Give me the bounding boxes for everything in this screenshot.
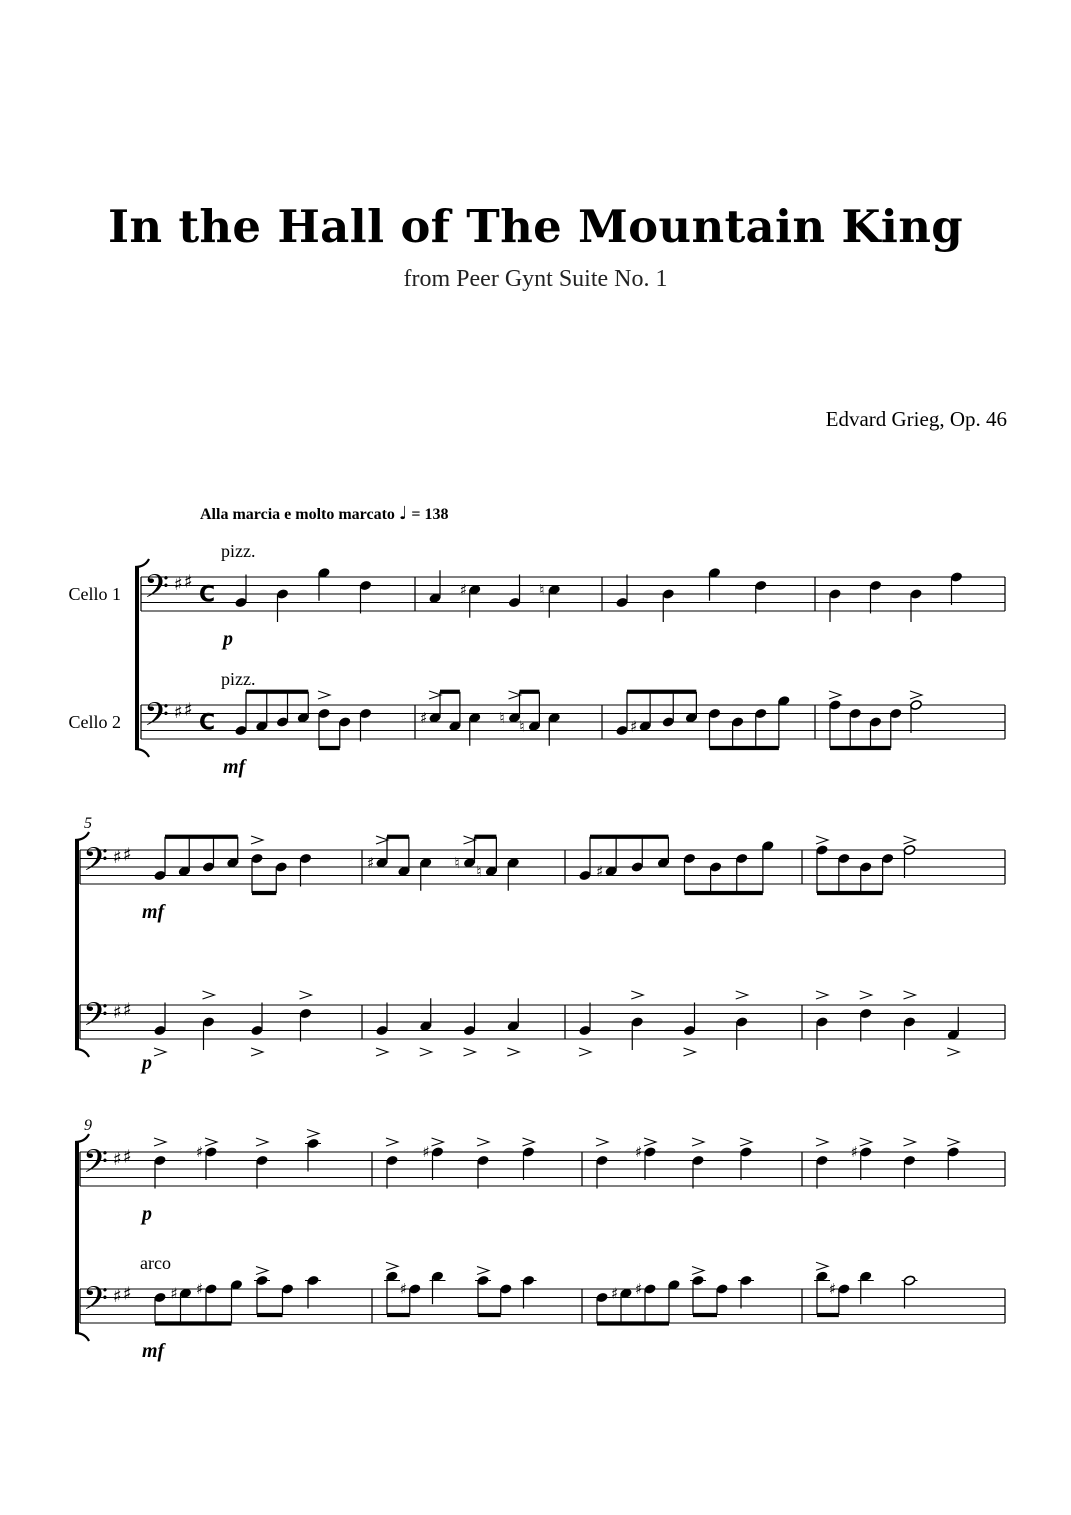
notehead [950, 572, 963, 583]
notehead [662, 717, 675, 728]
dynamic-cello1: p [223, 628, 233, 650]
key-sharp-c-icon: ♯ [123, 1146, 132, 1168]
notehead [859, 1008, 872, 1019]
accent-mark [692, 1267, 704, 1275]
notehead [731, 717, 744, 728]
notehead [616, 725, 629, 736]
sharp-icon: ♯ [850, 1143, 859, 1161]
notehead [631, 1017, 644, 1028]
notehead [683, 1025, 696, 1036]
key-sharp-f-icon: ♯ [174, 573, 183, 595]
notehead [903, 1017, 916, 1028]
composer-credit: Edvard Grieg, Op. 46 [825, 407, 1007, 431]
dynamic-cello2: mf [142, 1340, 165, 1362]
bracket-top-hook [75, 832, 89, 840]
accent-mark [464, 836, 476, 844]
notehead [359, 708, 372, 719]
notehead [579, 870, 592, 881]
accent-mark [205, 1138, 217, 1146]
accent-mark [318, 691, 330, 699]
notehead [947, 1147, 960, 1158]
notehead [596, 1292, 609, 1303]
notehead [235, 597, 248, 608]
score-subtitle: from Peer Gynt Suite No. 1 [403, 266, 668, 292]
notehead [251, 1025, 264, 1036]
accent-mark [386, 1138, 398, 1146]
notehead [849, 708, 862, 719]
notehead [579, 1025, 592, 1036]
dynamic-cello2: mf [223, 756, 246, 778]
notehead [522, 1147, 535, 1158]
notehead [735, 853, 748, 864]
accent-mark [507, 1048, 519, 1056]
notehead [376, 1025, 389, 1036]
notehead [644, 1284, 657, 1295]
notehead [508, 597, 521, 608]
sharp-icon: ♯ [420, 708, 428, 727]
accent-mark [816, 991, 828, 999]
notehead [386, 1155, 399, 1166]
accent-mark [736, 991, 748, 999]
key-sharp-f-icon: ♯ [113, 1001, 122, 1023]
accent-mark [464, 1048, 476, 1056]
dynamic-cello1: mf [142, 901, 165, 923]
accent-mark [256, 1138, 268, 1146]
notehead [499, 1284, 512, 1295]
notehead [307, 1138, 320, 1149]
tempo-text: Alla marcia e molto marcato [200, 506, 395, 523]
sharp-icon: ♯ [828, 1280, 837, 1298]
accent-mark [816, 1262, 828, 1270]
accent-mark [523, 1138, 535, 1146]
notehead [631, 862, 644, 873]
natural-icon: ♮ [476, 862, 482, 881]
sharp-icon: ♯ [611, 1284, 619, 1303]
sharp-icon: ♯ [635, 1143, 643, 1161]
notehead [708, 708, 721, 719]
natural-icon: ♮ [519, 717, 525, 736]
notehead [338, 717, 351, 728]
notehead [869, 580, 882, 591]
notehead [522, 1275, 535, 1286]
sharp-icon: ♯ [170, 1284, 178, 1303]
time-signature: C [199, 710, 216, 736]
accent-mark [816, 1138, 828, 1146]
notehead [692, 1275, 705, 1286]
notehead [299, 1008, 312, 1019]
notehead [838, 853, 851, 864]
notehead [662, 589, 675, 600]
notehead [889, 708, 902, 719]
accent-mark [386, 1262, 398, 1270]
key-sharp-c-icon: ♯ [123, 999, 132, 1021]
notehead [307, 1275, 320, 1286]
notehead [709, 862, 722, 873]
notehead [881, 853, 894, 864]
sharp-icon: ♯ [196, 1143, 204, 1161]
accent-mark [429, 691, 441, 699]
score-title: In the Hall of The Mountain King [108, 200, 963, 253]
technique-cello1: pizz. [221, 541, 256, 561]
accent-mark [860, 1138, 872, 1146]
accent-mark [376, 1048, 388, 1056]
natural-icon: ♮ [454, 853, 460, 872]
notehead [903, 1155, 916, 1166]
notehead [299, 853, 312, 864]
notehead [318, 708, 331, 719]
notehead [275, 862, 288, 873]
notehead [735, 1017, 748, 1028]
notehead [202, 1017, 215, 1028]
accent-mark [947, 1048, 959, 1056]
instrument-label-cello-1: Cello 1 [68, 584, 121, 604]
staff-cello-1 [80, 1152, 1005, 1186]
accent-mark [203, 991, 215, 999]
measure-number: 9 [84, 1117, 92, 1134]
accent-mark [307, 1130, 319, 1138]
notehead [596, 1155, 609, 1166]
notehead [754, 708, 767, 719]
bass-clef-icon: 𝄢 [83, 1280, 109, 1326]
accent-mark [154, 1138, 166, 1146]
accent-mark [816, 836, 828, 844]
key-sharp-f-icon: ♯ [113, 1148, 122, 1170]
notehead [692, 1155, 705, 1166]
accent-mark [692, 1138, 704, 1146]
notehead [910, 589, 923, 600]
sharp-icon: ♯ [630, 717, 638, 736]
notehead [256, 1155, 269, 1166]
natural-icon: ♮ [499, 708, 505, 727]
notehead [431, 1147, 444, 1158]
accent-mark [300, 991, 312, 999]
notehead [154, 1155, 167, 1166]
accent-mark [904, 1138, 916, 1146]
key-sharp-c-icon: ♯ [184, 571, 193, 593]
notehead [859, 862, 872, 873]
accent-mark [251, 1048, 263, 1056]
key-sharp-f-icon: ♯ [174, 701, 183, 723]
accent-mark [904, 991, 916, 999]
sharp-icon: ♯ [596, 862, 604, 881]
accent-mark [644, 1138, 656, 1146]
notehead [276, 589, 289, 600]
accent-mark [509, 691, 521, 699]
accent-mark [420, 1048, 432, 1056]
accent-mark [432, 1138, 444, 1146]
dynamic-cello1: p [142, 1203, 152, 1225]
notehead [205, 1284, 218, 1295]
notehead [256, 1275, 269, 1286]
accent-mark [477, 1138, 489, 1146]
notehead [359, 580, 372, 591]
accent-mark [860, 991, 872, 999]
notehead [829, 589, 842, 600]
bracket-top-hook [135, 559, 149, 567]
notehead [829, 700, 842, 711]
accent-mark [596, 1138, 608, 1146]
bracket-bottom-hook [75, 1049, 89, 1057]
sharp-icon: ♯ [459, 580, 468, 599]
bass-clef-icon: 𝄢 [83, 1143, 109, 1189]
natural-icon: ♮ [539, 580, 545, 599]
technique-cello2: pizz. [221, 669, 256, 689]
time-signature: C [199, 582, 216, 608]
half-notehead [903, 1275, 916, 1286]
notehead [816, 845, 829, 856]
notehead [683, 853, 696, 864]
notehead [154, 1025, 167, 1036]
notehead [281, 1284, 294, 1295]
dynamic-cello2: p [142, 1052, 152, 1074]
accent-mark [631, 991, 643, 999]
notehead [740, 1147, 753, 1158]
accent-mark [910, 691, 922, 699]
sharp-icon: ♯ [422, 1143, 430, 1161]
half-notehead [903, 845, 916, 856]
notehead [154, 870, 167, 881]
notehead [859, 1147, 872, 1158]
accent-mark [256, 1267, 268, 1275]
sharp-icon: ♯ [635, 1280, 643, 1298]
accent-mark [376, 836, 388, 844]
notehead [838, 1284, 851, 1295]
notehead [463, 1025, 476, 1036]
technique-cello2: arco [140, 1253, 171, 1273]
instrument-label-cello-2: Cello 2 [68, 712, 121, 732]
tempo-bpm: = 138 [411, 506, 449, 523]
sharp-icon: ♯ [196, 1280, 204, 1298]
notehead [477, 1155, 490, 1166]
key-sharp-c-icon: ♯ [123, 844, 132, 866]
accent-mark [904, 836, 916, 844]
measure-number: 5 [84, 815, 92, 832]
notehead [477, 1275, 490, 1286]
notehead [616, 597, 629, 608]
bass-clef-icon: 𝄢 [144, 696, 170, 742]
staff-cello-2 [80, 1289, 1005, 1323]
bass-clef-icon: 𝄢 [144, 568, 170, 614]
sharp-icon: ♯ [367, 853, 375, 872]
accent-mark [251, 836, 263, 844]
accent-mark [154, 1048, 166, 1056]
key-sharp-c-icon: ♯ [184, 699, 193, 721]
notehead [235, 725, 248, 736]
notehead [276, 717, 289, 728]
sharp-icon: ♯ [399, 1280, 408, 1298]
quarter-note-icon: ♩ [398, 503, 408, 524]
half-notehead [910, 700, 923, 711]
accent-mark [579, 1048, 591, 1056]
notehead [716, 1284, 729, 1295]
notehead [205, 1147, 218, 1158]
accent-mark [947, 1138, 959, 1146]
key-sharp-c-icon: ♯ [123, 1283, 132, 1305]
bracket-top-hook [75, 1134, 89, 1142]
notehead [816, 1017, 829, 1028]
notehead [816, 1155, 829, 1166]
notehead [154, 1292, 167, 1303]
accent-mark [684, 1048, 696, 1056]
bass-clef-icon: 𝄢 [83, 841, 109, 887]
bracket-bottom-hook [135, 749, 149, 757]
notehead [408, 1284, 421, 1295]
bracket-bottom-hook [75, 1333, 89, 1341]
notehead [644, 1147, 657, 1158]
notehead [202, 862, 215, 873]
key-sharp-f-icon: ♯ [113, 846, 122, 868]
notehead [740, 1275, 753, 1286]
notehead [251, 853, 264, 864]
bass-clef-icon: 𝄢 [83, 996, 109, 1042]
accent-mark [829, 691, 841, 699]
key-sharp-f-icon: ♯ [113, 1285, 122, 1307]
accent-mark [477, 1267, 489, 1275]
notehead [754, 580, 767, 591]
notehead [869, 717, 882, 728]
accent-mark [740, 1138, 752, 1146]
